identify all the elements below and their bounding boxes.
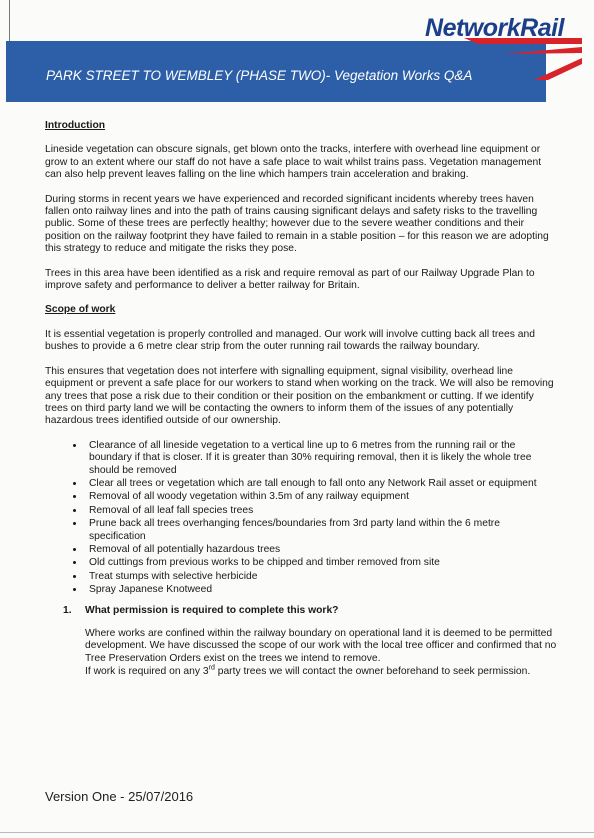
question-1-answer — [45, 628, 557, 679]
intro-heading: Introduction — [45, 120, 106, 131]
scan-bottom-line — [0, 832, 594, 833]
ordinal-suffix: rd — [208, 664, 215, 672]
document-body — [45, 120, 557, 679]
list-item: • Removal of all leaf fall species trees — [85, 505, 557, 517]
list-item: • Old cuttings from previous works to be chipped and timber removed from site — [85, 557, 557, 569]
network-rail-logo: NetworkRail — [425, 14, 564, 42]
scope-paragraph: It is essential vegetation is properly controlled and managed. Our work will involve cutting back all trees and bushes to provide a 6 metre clear strip from the outer running rail towards the railway boundary. — [45, 328, 535, 353]
scope-paragraph: This ensures that vegetation does not interfere with signalling equipment, signal visibility, overhead line equipment or prevent a safe place for our workers to stand when working on the track. We will also be removing any trees that pose a risk due to their condition or their position on the embankment or cutting. If we identify trees on third party land we will be contacting the owners to inform them of the issues of any potentially hazardous trees identified outside of our ownership. — [45, 365, 554, 427]
answer-text: If work is required on any 3 — [85, 666, 209, 678]
question-1-title — [45, 605, 557, 617]
scope-heading: Scope of work — [45, 304, 116, 316]
answer-paragraph: Where works are confined within the railway boundary on operational land it is deemed to be permitted development. We have discussed the scope of our work with the local tree officer and confirmed that no Tree Preservation Orders exist on the trees we intend to remove. — [85, 628, 557, 664]
answer-paragraph-2 — [85, 666, 557, 678]
question-text: What permission is required to complete this work? — [85, 604, 339, 616]
page-title: PARK STREET TO WEMBLEY (PHASE TWO)- Vegetation Works Q&A — [46, 68, 473, 83]
list-item: • Removal of all potentially hazardous trees — [85, 544, 557, 556]
version-footer: Version One - 25/07/2016 — [45, 789, 194, 804]
list-item: • Spray Japanese Knotweed — [85, 584, 557, 596]
list-item: • Prune back all trees overhanging fences/boundaries from 3rd party land within the 6 metre specification — [85, 518, 557, 543]
question-number: 1. — [63, 604, 72, 616]
list-item: • Clear all trees or vegetation which are tall enough to fall onto any Network Rail asset or equipment — [85, 478, 557, 490]
intro-paragraph: During storms in recent years we have experienced and recorded significant incidents whereby trees haven fallen onto railway lines and into the path of trains causing significant delays and safety risks to the travelling public. Some of these trees are perfectly healthy; however due to the severe weather conditions and their position on the railway footprint they have failed to remain in a stable position – for this reason we are adopting this strategy to reduce and mitigate the risks they pose. — [45, 193, 549, 255]
list-item: • Clearance of all lineside vegetation to a vertical line up to 6 metres from the running rail or the boundary if that is closer. If it is greater than 30% requiring removal, then it is likely the whole tree should be removed — [85, 440, 557, 477]
answer-text: party trees we will contact the owner beforehand to seek permission. — [214, 666, 531, 678]
list-item: • Treat stumps with selective herbicide — [85, 571, 557, 583]
intro-paragraph: Lineside vegetation can obscure signals, get blown onto the tracks, interfere with overhead line equipment or grow to an extent where our staff do not have a safe place to wait whilst trains pass. Vegetation management can also help prevent leaves falling on the line which hampers train acceleration and braking. — [45, 144, 542, 181]
list-item: • Removal of all woody vegetation within 3.5m of any railway equipment — [85, 491, 557, 503]
intro-paragraph: Trees in this area have been identified as a risk and require removal as part of our Railway Upgrade Plan to improve safety and performance to deliver a better railway for Britain. — [45, 267, 535, 292]
scope-bullet-list — [45, 440, 557, 597]
network-rail-logo-arrows — [464, 38, 582, 80]
